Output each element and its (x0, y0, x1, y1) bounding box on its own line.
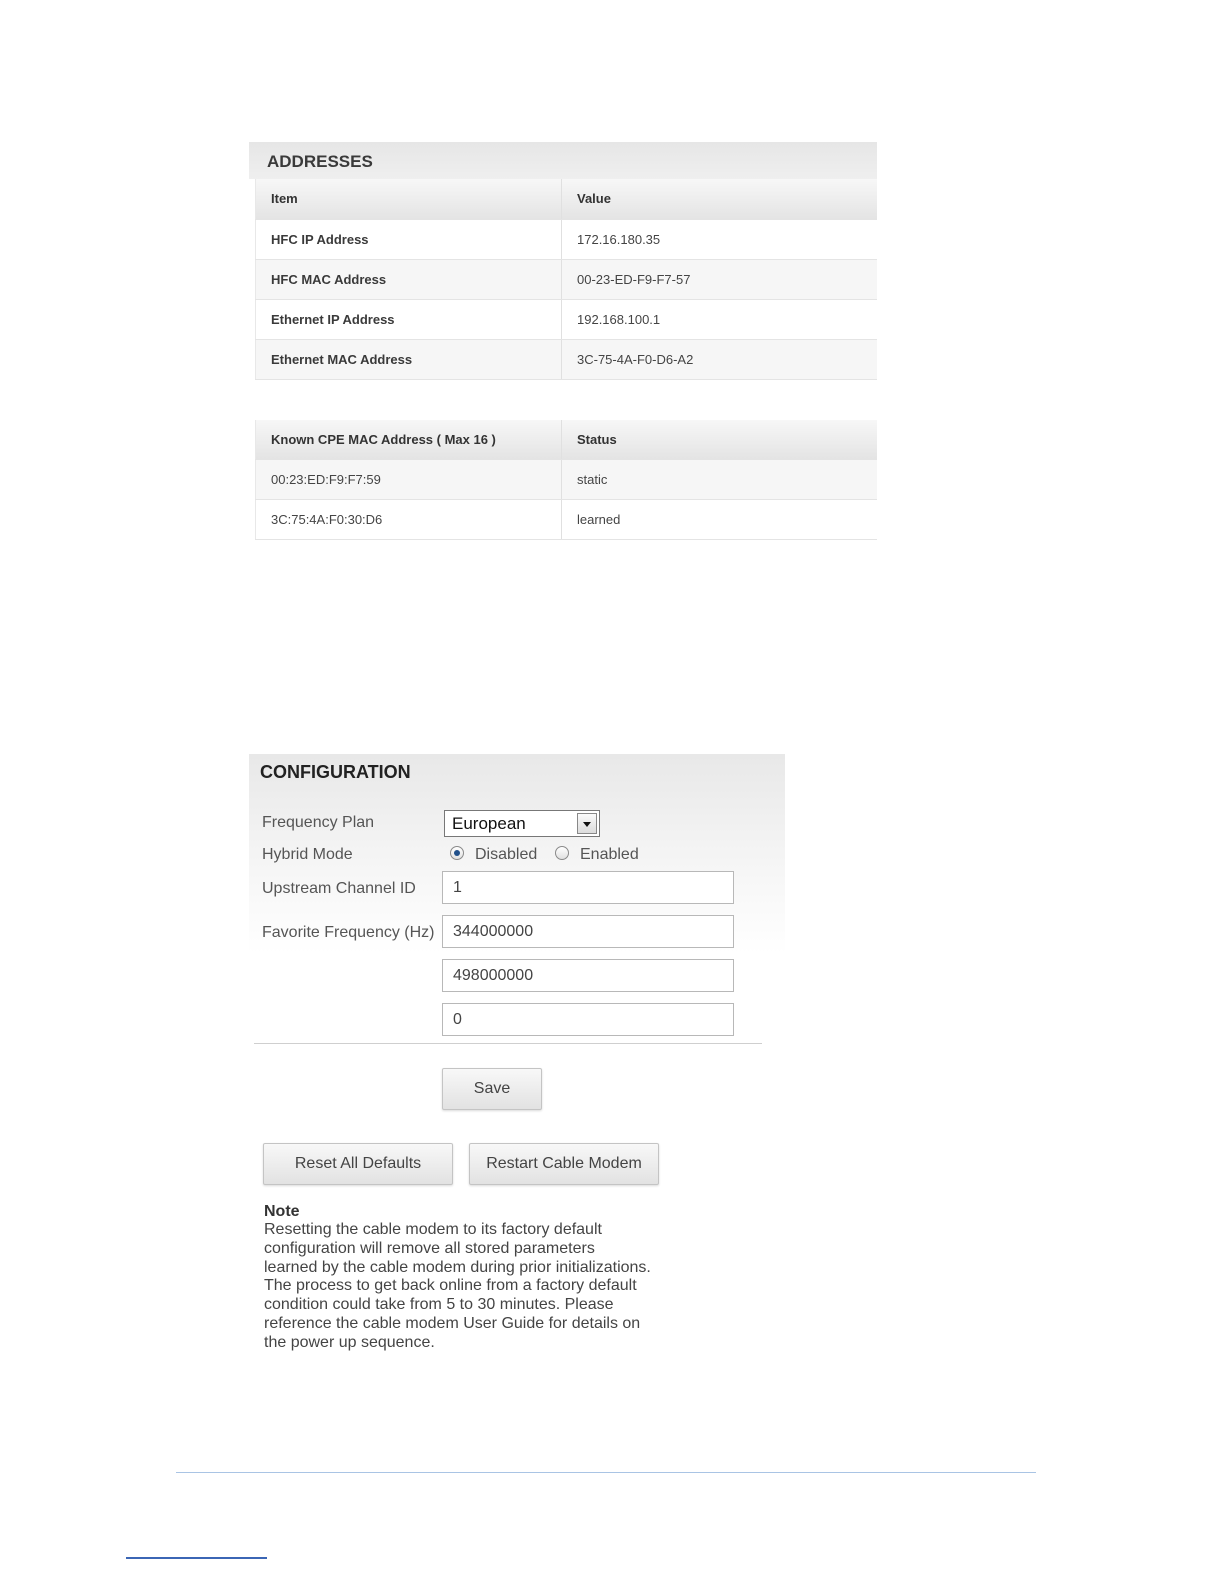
row-value: 3C-75-4A-F0-D6-A2 (562, 339, 878, 379)
row-item: HFC IP Address (256, 219, 562, 259)
note-line: the power up sequence. (264, 1333, 435, 1351)
divider (254, 1043, 762, 1044)
cpe-status: static (562, 460, 878, 500)
favorite-frequency-label: Favorite Frequency (Hz) (262, 924, 435, 941)
table-row (256, 259, 878, 299)
column-header-value: Value (562, 179, 878, 219)
table-row (256, 500, 878, 540)
row-value: 00-23-ED-F9-F7-57 (562, 259, 878, 299)
note-line: Resetting the cable modem to its factory default (264, 1221, 602, 1238)
frequency-plan-value: European (452, 814, 526, 833)
note-line: configuration will remove all stored parameters (264, 1239, 595, 1257)
favorite-frequency-input-1[interactable] (442, 915, 734, 948)
cpe-mac: 3C:75:4A:F0:30:D6 (256, 500, 562, 540)
hybrid-mode-enabled-radio[interactable] (555, 846, 569, 860)
reset-all-defaults-button[interactable]: Reset All Defaults (263, 1143, 453, 1185)
addresses-panel (249, 142, 877, 538)
column-header-cpe-mac: Known CPE MAC Address ( Max 16 ) (256, 420, 562, 460)
upstream-channel-id-label: Upstream Channel ID (262, 880, 416, 897)
upstream-channel-id-input[interactable] (442, 871, 734, 904)
configuration-title: CONFIGURATION (260, 762, 411, 782)
table-row (256, 460, 878, 500)
row-item: Ethernet IP Address (256, 299, 562, 339)
note-title: Note (264, 1203, 300, 1220)
table-header-row (256, 420, 878, 460)
row-value: 192.168.100.1 (562, 299, 878, 339)
row-item: Ethernet MAC Address (256, 339, 562, 379)
footer-link-underline (126, 1557, 267, 1559)
row-value: 172.16.180.35 (562, 219, 878, 259)
cpe-mac-table (255, 420, 877, 541)
save-button[interactable]: Save (442, 1068, 542, 1110)
footer-divider (176, 1472, 1036, 1473)
addresses-title: ADDRESSES (249, 142, 877, 179)
hybrid-mode-label: Hybrid Mode (262, 846, 353, 863)
cpe-mac: 00:23:ED:F9:F7:59 (256, 460, 562, 500)
column-header-status: Status (562, 420, 878, 460)
table-header-row (256, 179, 878, 219)
hybrid-mode-disabled-label[interactable]: Disabled (475, 846, 538, 863)
restart-cable-modem-button[interactable]: Restart Cable Modem (469, 1143, 659, 1185)
favorite-frequency-input-2[interactable] (442, 959, 734, 992)
favorite-frequency-input-3[interactable] (442, 1003, 734, 1036)
row-item: HFC MAC Address (256, 259, 562, 299)
hybrid-mode-disabled-radio[interactable] (450, 846, 464, 860)
chevron-down-icon[interactable] (577, 813, 597, 834)
note-body (264, 1221, 674, 1353)
frequency-plan-label: Frequency Plan (262, 814, 375, 831)
note-line: reference the cable modem User Guide for details on (264, 1314, 641, 1332)
note-line: The process to get back online from a factory default (264, 1277, 637, 1295)
cpe-status: learned (562, 500, 878, 540)
hybrid-mode-enabled-label[interactable]: Enabled (580, 846, 639, 863)
frequency-plan-select[interactable] (444, 810, 600, 837)
table-row (256, 219, 878, 259)
note-line: condition could take from 5 to 30 minutes. Please (264, 1296, 614, 1314)
table-row (256, 339, 878, 379)
addresses-table (255, 179, 877, 380)
table-row (256, 299, 878, 339)
note-line: learned by the cable modem during prior initializations. (264, 1258, 651, 1276)
column-header-item: Item (256, 179, 562, 219)
